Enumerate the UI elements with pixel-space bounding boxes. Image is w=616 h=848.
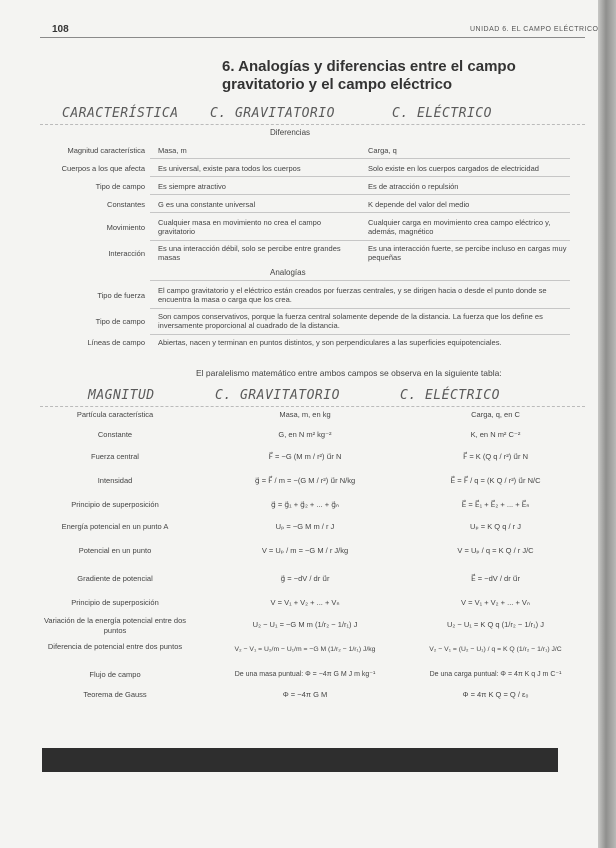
row-label: Tipo de campo: [95, 182, 145, 191]
page-number: 108: [52, 24, 69, 35]
elec-cell: Es de atracción o repulsión: [368, 182, 459, 191]
row-label: Interacción: [108, 249, 145, 258]
grav-formula: Masa, m, en kg: [279, 410, 331, 419]
hw-col-electric: C. ELÉCTRICO: [392, 106, 492, 121]
grav-formula: g⃗ = g⃗₁ + g⃗₂ + ... + g⃗ₙ: [271, 500, 339, 509]
grav-formula: F⃗ = −G (M m / r²) u⃗r N: [268, 452, 342, 461]
row-label: Diferencia de potencial entre dos puntos: [47, 642, 183, 651]
footer-bar: [42, 748, 558, 772]
elec-cell: Cualquier carga en movimiento crea campo eléctrico y, además, magnético: [368, 218, 551, 236]
elec-formula: V = V₁ + V₂ + ... + Vₙ: [461, 598, 530, 607]
row-label: Intensidad: [97, 476, 133, 485]
elec-cell: Es una interacción fuerte, se percibe incluso en cargas muy pequeñas: [368, 244, 567, 262]
row-label: Constante: [97, 430, 133, 439]
elec-formula: F⃗ = K (Q q / r²) u⃗r N: [462, 452, 529, 461]
row-divider: [150, 194, 570, 195]
handwritten-header-magnitudes: [40, 388, 585, 407]
elec-formula: E⃗ = F⃗ / q = (K Q / r²) u⃗r N/C: [450, 476, 541, 485]
elec-formula: Carga, q, en C: [471, 410, 520, 419]
row-label: Fuerza central: [91, 452, 139, 461]
elec-formula: Φ = 4π K Q = Q / ε₀: [462, 690, 529, 699]
handwritten-header-characteristics: [40, 106, 585, 125]
row-divider: [150, 308, 570, 309]
grav-cell: Cualquier masa en movimiento no crea el campo gravitatorio: [158, 218, 321, 236]
elec-formula: V₂ − V₁ = (U₂ − U₁) / q = K Q (1/r₂ − 1/r₁) J/C: [429, 646, 562, 653]
section-title: [222, 58, 552, 94]
row-label: Principio de superposición: [71, 500, 159, 509]
hw-col-gravitational: C. GRAVITATORIO: [215, 388, 340, 403]
grav-cell: G es una constante universal: [158, 200, 256, 209]
grav-formula: g⃗ = F⃗ / m = −(G M / r²) u⃗r N/kg: [254, 476, 356, 485]
row-label: Flujo de campo: [89, 670, 141, 679]
elec-cell: Solo existe en los cuerpos cargados de electricidad: [368, 164, 539, 173]
scan-page-edge: [598, 0, 616, 848]
hw-col-magnitude: MAGNITUD: [88, 388, 155, 403]
row-label: Gradiente de potencial: [77, 574, 153, 583]
row-label: Tipo de campo: [95, 317, 145, 326]
row-label: Energía potencial en un punto A: [61, 522, 169, 531]
row-divider: [150, 280, 570, 281]
row-label: Constantes: [107, 200, 145, 209]
grav-formula: Φ = −4π G M: [282, 690, 328, 699]
grav-cell: Es universal, existe para todos los cuerpos: [158, 164, 301, 173]
grav-formula: V = Uₚ / m = −G M / r J/kg: [261, 546, 349, 555]
row-label: Teorema de Gauss: [83, 690, 147, 699]
elec-cell: Carga, q: [368, 146, 397, 155]
row-divider: [150, 240, 570, 241]
analogies-heading: Analogías: [270, 268, 306, 277]
grav-formula: De una masa puntual: Φ = −4π G M J m kg⁻¹: [234, 671, 376, 678]
analogy-cell: Abiertas, nacen y terminan en puntos distintos, y son perpendiculares a las superficies equipotenciales.: [158, 338, 502, 347]
row-label: Potencial en un punto: [78, 546, 152, 555]
elec-cell: K depende del valor del medio: [368, 200, 470, 209]
title-number: 6.: [222, 58, 235, 75]
row-label: Movimiento: [106, 223, 145, 232]
grav-cell: Masa, m: [158, 146, 187, 155]
elec-formula: U₂ − U₁ = K Q q (1/r₂ − 1/r₁) J: [447, 620, 544, 629]
grav-formula: Uₚ = −G M m / r J: [275, 522, 335, 531]
elec-formula: Uₚ = K Q q / r J: [470, 522, 521, 531]
hw-col-electric: C. ELÉCTRICO: [400, 388, 500, 403]
grav-cell: Es siempre atractivo: [158, 182, 226, 191]
row-label: Variación de la energía potencial entre dos puntos: [43, 616, 187, 635]
running-head: UNIDAD 6. EL CAMPO ELÉCTRICO: [470, 26, 599, 33]
row-divider: [150, 158, 570, 159]
grav-formula: V = V₁ + V₂ + ... + Vₙ: [270, 598, 340, 607]
title-text: Analogías y diferencias entre el campo gravitatorio y el campo eléctrico: [222, 58, 516, 93]
row-label: Tipo de fuerza: [97, 291, 145, 300]
row-label: Magnitud característica: [67, 146, 145, 155]
row-label: Principio de superposición: [71, 598, 159, 607]
elec-formula: V = Uₚ / q = K Q / r J/C: [457, 546, 534, 555]
row-divider: [150, 176, 570, 177]
grav-formula: G, en N m² kg⁻²: [278, 430, 332, 439]
elec-formula: E⃗ = −dV / dr u⃗r: [470, 574, 521, 583]
row-divider: [150, 212, 570, 213]
hw-col-characteristic: CARACTERÍSTICA: [62, 106, 179, 121]
hw-col-gravitational: C. GRAVITATORIO: [210, 106, 335, 121]
grav-formula: U₂ − U₁ = −G M m (1/r₂ − 1/r₁) J: [252, 620, 358, 629]
grav-formula: g⃗ = −dV / dr u⃗r: [280, 574, 330, 583]
row-label: Líneas de campo: [87, 338, 145, 347]
analogy-cell: Son campos conservativos, porque la fuerza central solamente depende de la distancia. La fuerza que los define es inversamente proporcional al cuadrado de la distancia.: [158, 312, 543, 330]
row-label: Cuerpos a los que afecta: [61, 164, 145, 173]
grav-formula: V₂ − V₁ = U₂/m − U₁/m = −G M (1/r₂ − 1/r₁) J/kg: [234, 646, 376, 653]
row-label: Partícula característica: [76, 410, 154, 419]
analogy-cell: El campo gravitatorio y el eléctrico están creados por fuerzas centrales, y se dirigen hacia o desde el punto donde se encuentra la masa o carga que los crea.: [158, 286, 547, 304]
elec-formula: K, en N m² C⁻²: [470, 430, 521, 439]
elec-formula: E⃗ = E⃗₁ + E⃗₂ + ... + E⃗ₙ: [461, 500, 530, 509]
row-divider: [150, 334, 570, 335]
header-rule: [40, 37, 585, 38]
intro-sentence: El paralelismo matemático entre ambos campos se observa en la siguiente tabla:: [196, 368, 502, 378]
grav-cell: Es una interacción débil, solo se percibe entre grandes masas: [158, 244, 341, 262]
differences-heading: Diferencias: [270, 128, 311, 137]
elec-formula: De una carga puntual: Φ = 4π K q J m C⁻¹: [429, 671, 562, 678]
